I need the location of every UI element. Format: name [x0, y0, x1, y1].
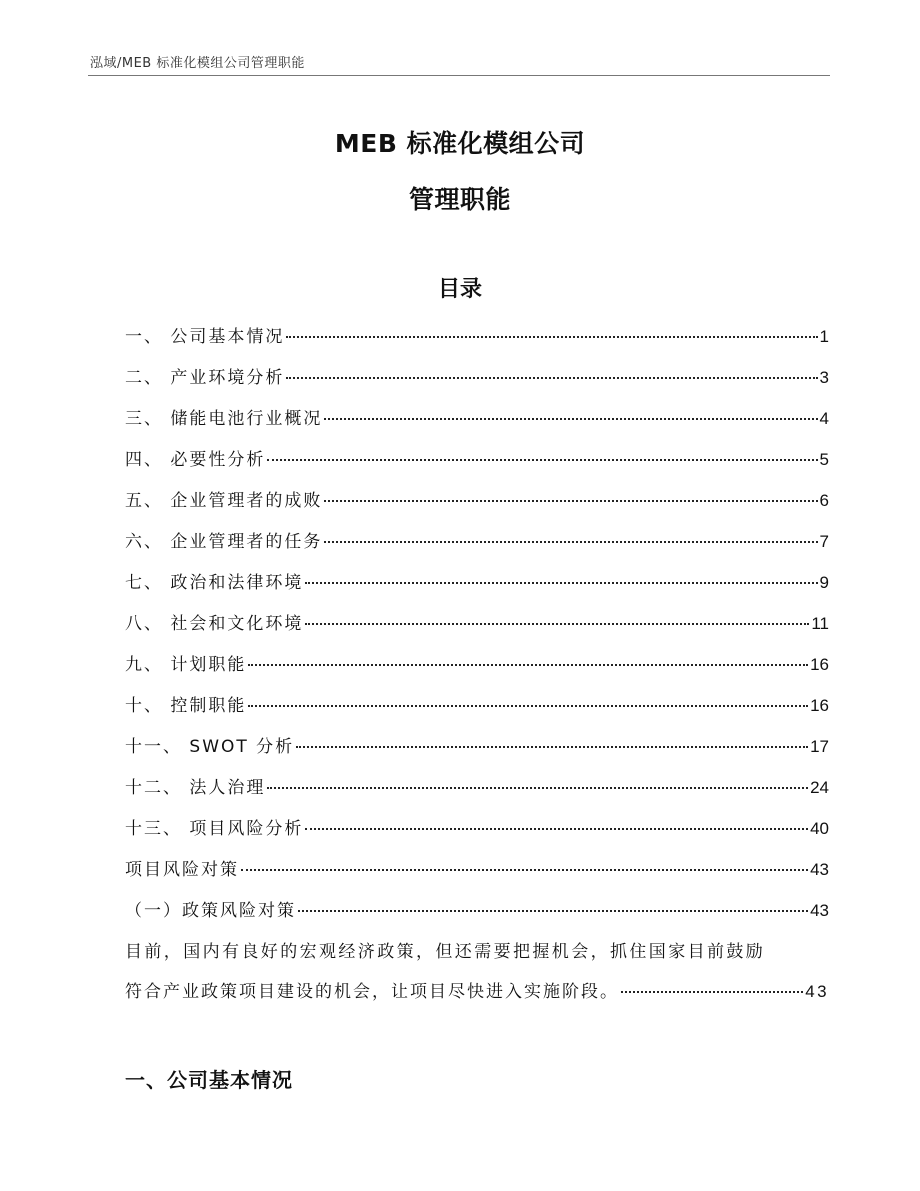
toc-entry-label: （一）政策风险对策 — [125, 901, 296, 921]
toc-entry[interactable] — [125, 486, 829, 527]
toc-paragraph-entry[interactable] — [125, 937, 829, 1017]
toc-paragraph-line-2-row — [125, 977, 829, 1017]
toc-entry-label: 九、 计划职能 — [125, 655, 247, 675]
toc-paragraph-line-1: 目前，国内有良好的宏观经济政策，但还需要把握机会，抓住国家目前鼓励 — [125, 942, 766, 962]
toc-entry-label: 十三、 项目风险分析 — [125, 819, 304, 839]
toc-entry-label: 十一、 SWOT 分析 — [125, 737, 295, 757]
toc-entry-label: 三、 储能电池行业概况 — [125, 409, 323, 429]
toc-entry-page: 16 — [810, 696, 829, 715]
toc-leader-dots — [324, 417, 817, 420]
toc-leader-dots — [324, 540, 817, 543]
toc-leader-dots — [267, 786, 808, 789]
toc-entry[interactable] — [125, 691, 829, 732]
document-title-line-2: 管理职能 — [408, 185, 511, 214]
toc-entry[interactable] — [125, 609, 829, 650]
toc-leader-dots — [248, 704, 808, 707]
toc-entry-label: 十二、 法人治理 — [125, 778, 266, 798]
toc-leader-dots — [296, 745, 808, 748]
toc-leader-dots — [286, 376, 817, 379]
toc-entry[interactable] — [125, 445, 829, 486]
toc-entry-page: 4 — [819, 409, 829, 428]
table-of-contents — [125, 322, 829, 1017]
toc-leader-dots — [267, 458, 817, 461]
toc-leader-dots — [248, 663, 808, 666]
toc-entry-label: 十、 控制职能 — [125, 696, 247, 716]
toc-entry[interactable] — [125, 650, 829, 691]
toc-entry[interactable] — [125, 568, 829, 609]
toc-leader-dots — [298, 909, 808, 912]
toc-entry[interactable] — [125, 896, 829, 937]
toc-entry[interactable] — [125, 855, 829, 896]
toc-entry-label: 二、 产业环境分析 — [125, 368, 285, 388]
toc-entry[interactable] — [125, 404, 829, 445]
toc-entry-label: 八、 社会和文化环境 — [125, 614, 304, 634]
toc-leader-dots — [305, 581, 817, 584]
section-heading: 一、公司基本情况 — [125, 1068, 293, 1092]
toc-entry[interactable] — [125, 814, 829, 855]
toc-entry-page: 3 — [819, 368, 829, 387]
toc-entry-page: 6 — [819, 491, 829, 510]
toc-entry[interactable] — [125, 773, 829, 814]
toc-entry-page: 43 — [810, 901, 829, 920]
toc-leader-dots — [305, 622, 809, 625]
header-rule — [88, 75, 830, 76]
toc-entry-page: 43 — [810, 860, 829, 879]
toc-leader-dots — [241, 868, 808, 871]
toc-leader-dots — [286, 335, 817, 338]
toc-entry[interactable] — [125, 322, 829, 363]
toc-entry-page: 43 — [805, 982, 829, 1001]
toc-entry-page: 24 — [810, 778, 829, 797]
toc-entry-page: 40 — [810, 819, 829, 838]
toc-entry[interactable] — [125, 363, 829, 404]
toc-entry-page: 7 — [819, 532, 829, 551]
toc-entry-label: 七、 政治和法律环境 — [125, 573, 304, 593]
toc-entry-page: 9 — [819, 573, 829, 592]
document-title-line-1: MEB 标准化模组公司 — [334, 129, 586, 158]
toc-leader-dots — [305, 827, 808, 830]
toc-entry-page: 1 — [819, 327, 829, 346]
toc-entry-page: 11 — [811, 614, 829, 633]
toc-entry-page: 16 — [810, 655, 829, 674]
toc-paragraph-line-2: 符合产业政策项目建设的机会，让项目尽快进入实施阶段。 — [125, 982, 619, 1002]
toc-heading: 目录 — [437, 277, 482, 302]
toc-entry-label: 四、 必要性分析 — [125, 450, 266, 470]
toc-entry-page: 17 — [810, 737, 829, 756]
toc-leader-dots — [621, 990, 803, 993]
toc-entry-label: 项目风险对策 — [125, 860, 239, 880]
toc-entry-page: 5 — [819, 450, 829, 469]
toc-entry[interactable] — [125, 732, 829, 773]
toc-entry-label: 六、 企业管理者的任务 — [125, 532, 323, 552]
running-header: 泓域/MEB 标准化模组公司管理职能 — [90, 56, 305, 71]
toc-leader-dots — [324, 499, 817, 502]
toc-entry[interactable] — [125, 527, 829, 568]
toc-entry-label: 五、 企业管理者的成败 — [125, 491, 323, 511]
toc-entry-label: 一、 公司基本情况 — [125, 327, 285, 347]
